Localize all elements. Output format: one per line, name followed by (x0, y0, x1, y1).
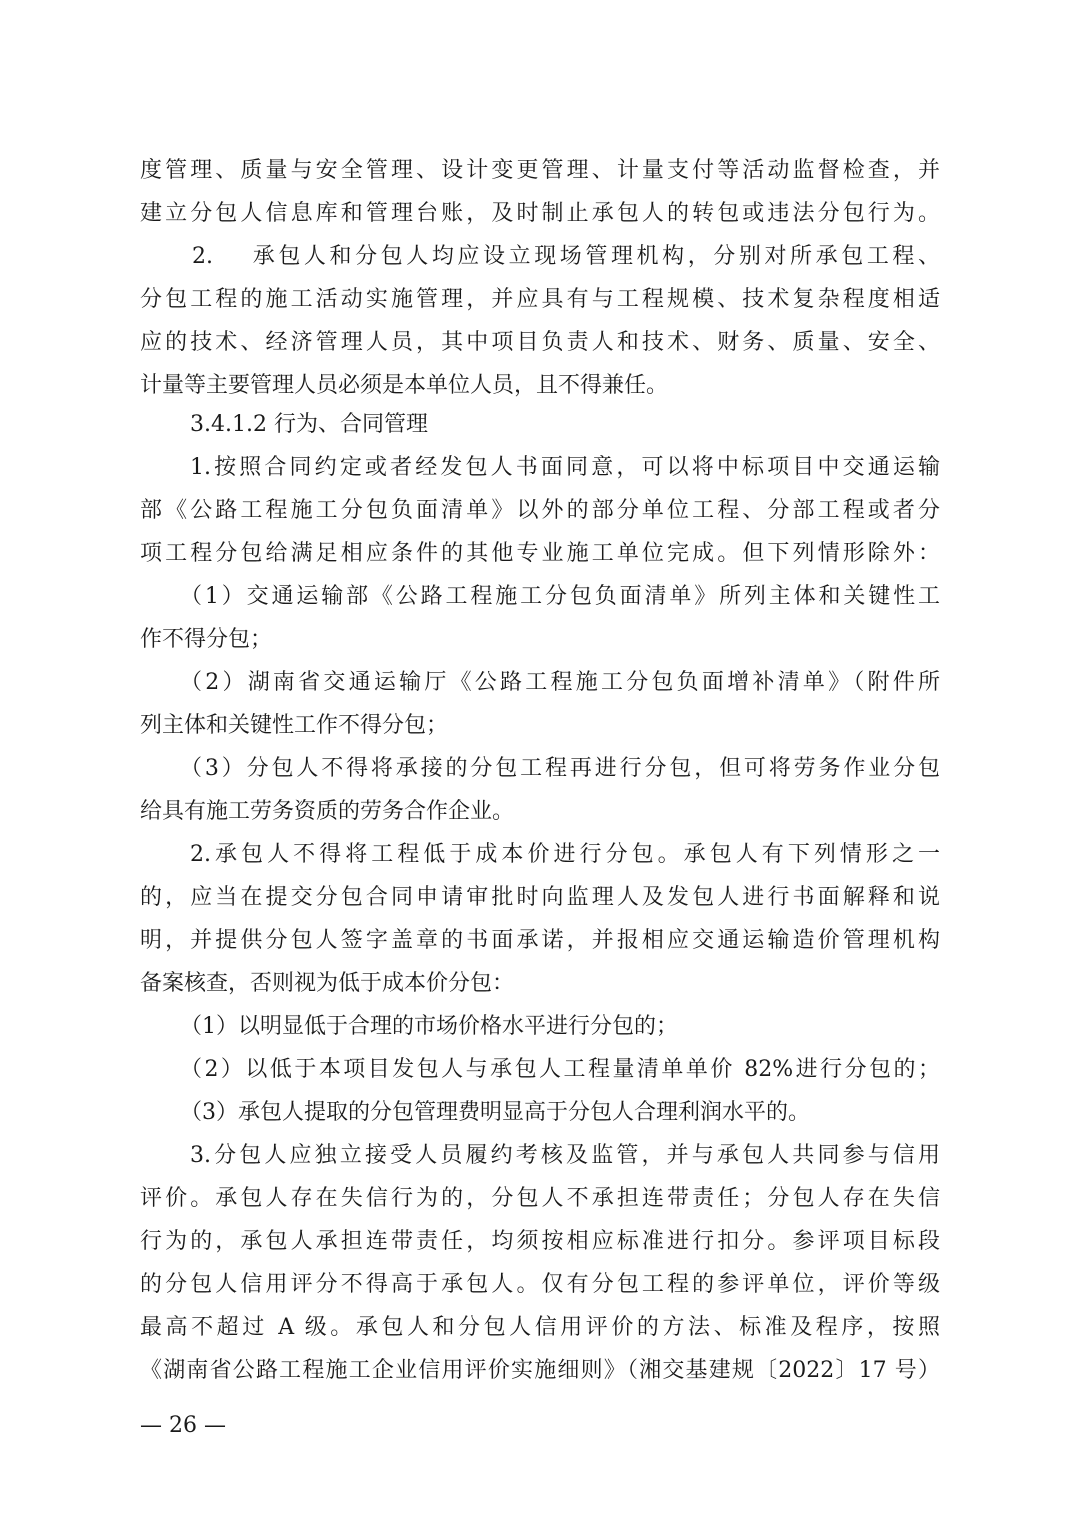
list-item-line: （3）承包人提取的分包管理费明显高于分包人合理利润水平的。 (180, 1100, 810, 1125)
body-text-line: 评价。承包人存在失信行为的，分包人不承担连带责任；分包人存在失信 (140, 1186, 940, 1211)
body-text-line: 最高不超过 A 级。承包人和分包人信用评价的方法、标准及程序，按照 (140, 1315, 940, 1340)
page-number: — 26 — (140, 1413, 226, 1438)
list-item-line: 作不得分包； (140, 627, 273, 652)
body-text-line: 《湖南省公路工程施工企业信用评价实施细则》（湘交基建规〔2022〕17 号） (140, 1358, 940, 1383)
list-item-line: （3）分包人不得将承接的分包工程再进行分包，但可将劳务作业分包 (180, 756, 940, 781)
body-text-line: 1.按照合同约定或者经发包人书面同意，可以将中标项目中交通运输 (190, 455, 940, 480)
list-item-line: （1）交通运输部《公路工程施工分包负面清单》所列主体和关键性工 (180, 584, 940, 609)
body-text-line: 分包工程的施工活动实施管理，并应具有与工程规模、技术复杂程度相适 (140, 287, 940, 312)
body-text-line: 度管理、质量与安全管理、设计变更管理、计量支付等活动监督检查，并 (140, 158, 940, 183)
body-text-line: 应的技术、经济管理人员，其中项目负责人和技术、财务、质量、安全、 (140, 330, 940, 355)
body-text-line: 建立分包人信息库和管理台账，及时制止承包人的转包或违法分包行为。 (140, 201, 940, 226)
body-text-line: 计量等主要管理人员必须是本单位人员，且不得兼任。 (140, 373, 669, 398)
body-text-line: 2. 承包人和分包人均应设立现场管理机构，分别对所承包工程、 (192, 244, 940, 269)
body-text-line: 2.承包人不得将工程低于成本价进行分包。承包人有下列情形之一 (190, 842, 940, 867)
list-item-line: （1）以明显低于合理的市场价格水平进行分包的； (180, 1014, 678, 1039)
body-text-line: 的分包人信用评分不得高于承包人。仅有分包工程的参评单位，评价等级 (140, 1272, 940, 1297)
body-text-line: 行为的，承包人承担连带责任，均须按相应标准进行扣分。参评项目标段 (140, 1229, 940, 1254)
body-text-line: 3.分包人应独立接受人员履约考核及监管，并与承包人共同参与信用 (190, 1143, 940, 1168)
body-text-line: 备案核查，否则视为低于成本价分包： (140, 971, 515, 996)
body-text-line: 明，并提供分包人签字盖章的书面承诺，并报相应交通运输造价管理机构 (140, 928, 940, 953)
body-text-line: 部《公路工程施工分包负面清单》以外的部分单位工程、分部工程或者分 (140, 498, 940, 523)
list-item-line: 给具有施工劳务资质的劳务合作企业。 (140, 799, 515, 824)
list-item-line: 列主体和关键性工作不得分包； (140, 713, 449, 738)
body-text-line: 项工程分包给满足相应条件的其他专业施工单位完成。但下列情形除外： (140, 541, 940, 566)
section-heading: 3.4.1.2 行为、合同管理 (190, 412, 428, 437)
list-item-line: （2）湖南省交通运输厅《公路工程施工分包负面增补清单》（附件所 (180, 670, 940, 695)
body-text-line: 的，应当在提交分包合同申请审批时向监理人及发包人进行书面解释和说 (140, 885, 940, 910)
list-item-line: （2）以低于本项目发包人与承包人工程量清单单价 82%进行分包的； (180, 1057, 940, 1082)
